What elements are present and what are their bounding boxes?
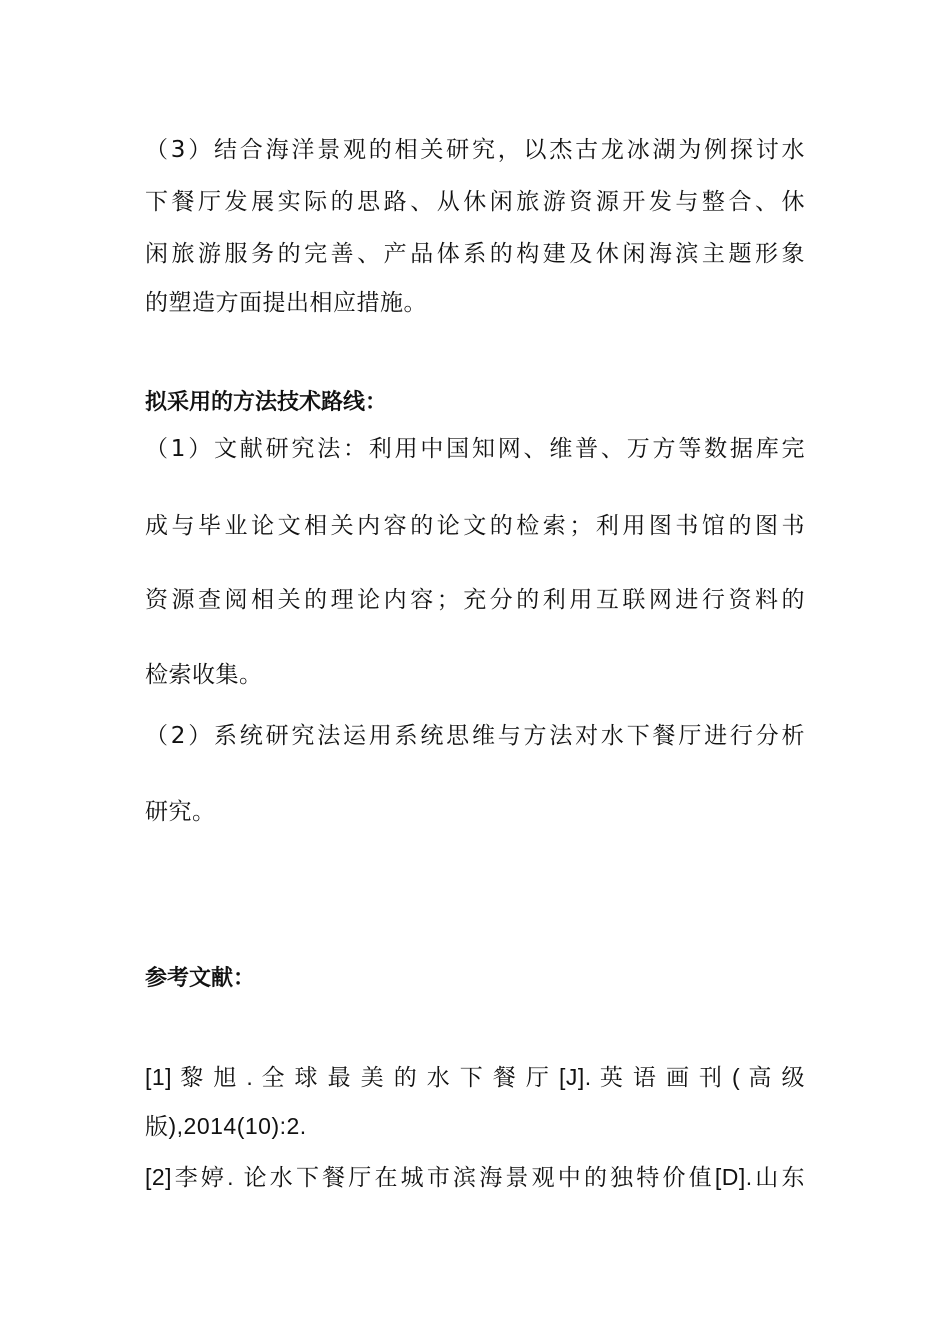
section-3-line-2: 下餐厅发展实际的思路、从休闲旅游资源开发与整合、休 [145,189,805,215]
method-1-line-4: 检索收集。 [145,662,263,688]
method-2-line-2: 研究。 [145,799,216,825]
method-1-line-1: （1）文献研究法：利用中国知网、维普、万方等数据库完 [145,436,805,462]
section-3-line-3: 闲旅游服务的完善、产品体系的构建及休闲海滨主题形象 [145,241,805,267]
reference-1-line-2: 版),2014(10):2. [145,1113,307,1139]
reference-2-line-1: [2]李婷. 论水下餐厅在城市滨海景观中的独特价值[D].山东 [145,1164,805,1190]
methods-heading: 拟采用的方法技术路线： [145,390,388,415]
method-1-line-3: 资源查阅相关的理论内容；充分的利用互联网进行资料的 [145,587,805,613]
section-3-line-4: 的塑造方面提出相应措施。 [145,290,427,316]
method-2-line-1: （2）系统研究法运用系统思维与方法对水下餐厅进行分析 [145,723,805,749]
reference-1-line-1: [1] 黎 旭 . 全 球 最 美 的 水 下 餐 厅 [J]. 英 语 画 刊 ( 高 级 [145,1064,805,1090]
section-3-line-1: （3）结合海洋景观的相关研究，以杰古龙冰湖为例探讨水 [145,137,805,163]
method-1-line-2: 成与毕业论文相关内容的论文的检索；利用图书馆的图书 [145,513,805,539]
references-heading: 参考文献： [145,966,256,991]
